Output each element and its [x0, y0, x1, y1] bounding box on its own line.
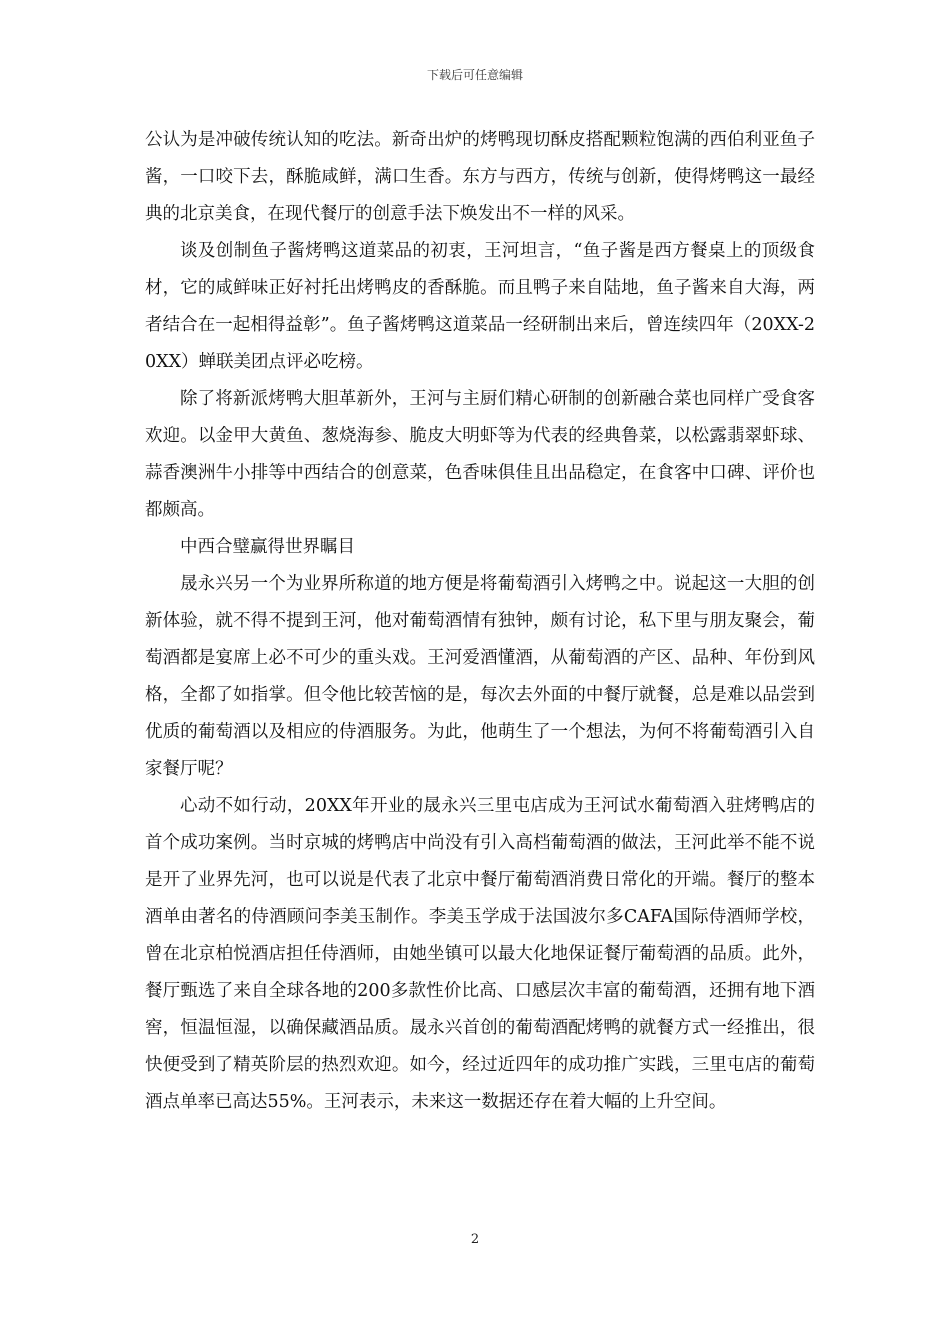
document-body: [145, 122, 815, 1121]
page-number: 2: [470, 1232, 480, 1247]
paragraph: 晟永兴另一个为业界所称道的地方便是将葡萄酒引入烤鸭之中。说起这一大胆的创新体验，就不得不提到王河，他对葡萄酒情有独钟，颇有讨论，私下里与朋友聚会，葡萄酒都是宴席上必不可少的重头戏。王河爱酒懂酒，从葡萄酒的产区、品种、年份到风格，全都了如指掌。但令他比较苦恼的是，每次去外面的中餐厅就餐，总是难以品尝到优质的葡萄酒以及相应的侍酒服务。为此，他萌生了一个想法，为何不将葡萄酒引入自家餐厅呢？: [145, 574, 815, 779]
page-header: 下载后可任意编辑: [426, 68, 523, 82]
section-heading: 中西合璧赢得世界瞩目: [180, 537, 355, 557]
paragraph: 除了将新派烤鸭大胆革新外，王河与主厨们精心研制的创新融合菜也同样广受食客欢迎。以金甲大黄鱼、葱烧海参、脆皮大明虾等为代表的经典鲁菜，以松露翡翠虾球、蒜香澳洲牛小排等中西结合的创意菜，色香味俱佳且出品稳定，在食客中口碑、评价也都颇高。: [145, 389, 815, 520]
paragraph: 谈及创制鱼子酱烤鸭这道菜品的初衷，王河坦言，“鱼子酱是西方餐桌上的顶级食材，它的咸鲜味正好衬托出烤鸭皮的香酥脆。而且鸭子来自陆地，鱼子酱来自大海，两者结合在一起相得益彰”。鱼子酱烤鸭这道菜品一经研制出来后，曾连续四年（20XX-20XX）蝉联美团点评必吃榜。: [145, 241, 815, 372]
paragraph-continuation: 公认为是冲破传统认知的吃法。新奇出炉的烤鸭现切酥皮搭配颗粒饱满的西伯利亚鱼子酱，一口咬下去，酥脆咸鲜，满口生香。东方与西方，传统与创新，使得烤鸭这一最经典的北京美食，在现代餐厅的创意手法下焕发出不一样的风采。: [145, 130, 815, 224]
paragraph: 心动不如行动，20XX年开业的晟永兴三里屯店成为王河试水葡萄酒入驻烤鸭店的首个成功案例。当时京城的烤鸭店中尚没有引入高档葡萄酒的做法，王河此举不能不说是开了业界先河，也可以说是代表了北京中餐厅葡萄酒消费日常化的开端。餐厅的整本酒单由著名的侍酒顾问李美玉制作。李美玉学成于法国波尔多CAFA国际侍酒师学校，曾在北京柏悦酒店担任侍酒师，由她坐镇可以最大化地保证餐厅葡萄酒的品质。此外，餐厅甄选了来自全球各地的200多款性价比高、口感层次丰富的葡萄酒，还拥有地下酒窖，恒温恒湿，以确保藏酒品质。晟永兴首创的葡萄酒配烤鸭的就餐方式一经推出，很快便受到了精英阶层的热烈欢迎。如今，经过近四年的成功推广实践，三里屯店的葡萄酒点单率已高达55%。王河表示，未来这一数据还存在着大幅的上升空间。: [145, 796, 815, 1112]
